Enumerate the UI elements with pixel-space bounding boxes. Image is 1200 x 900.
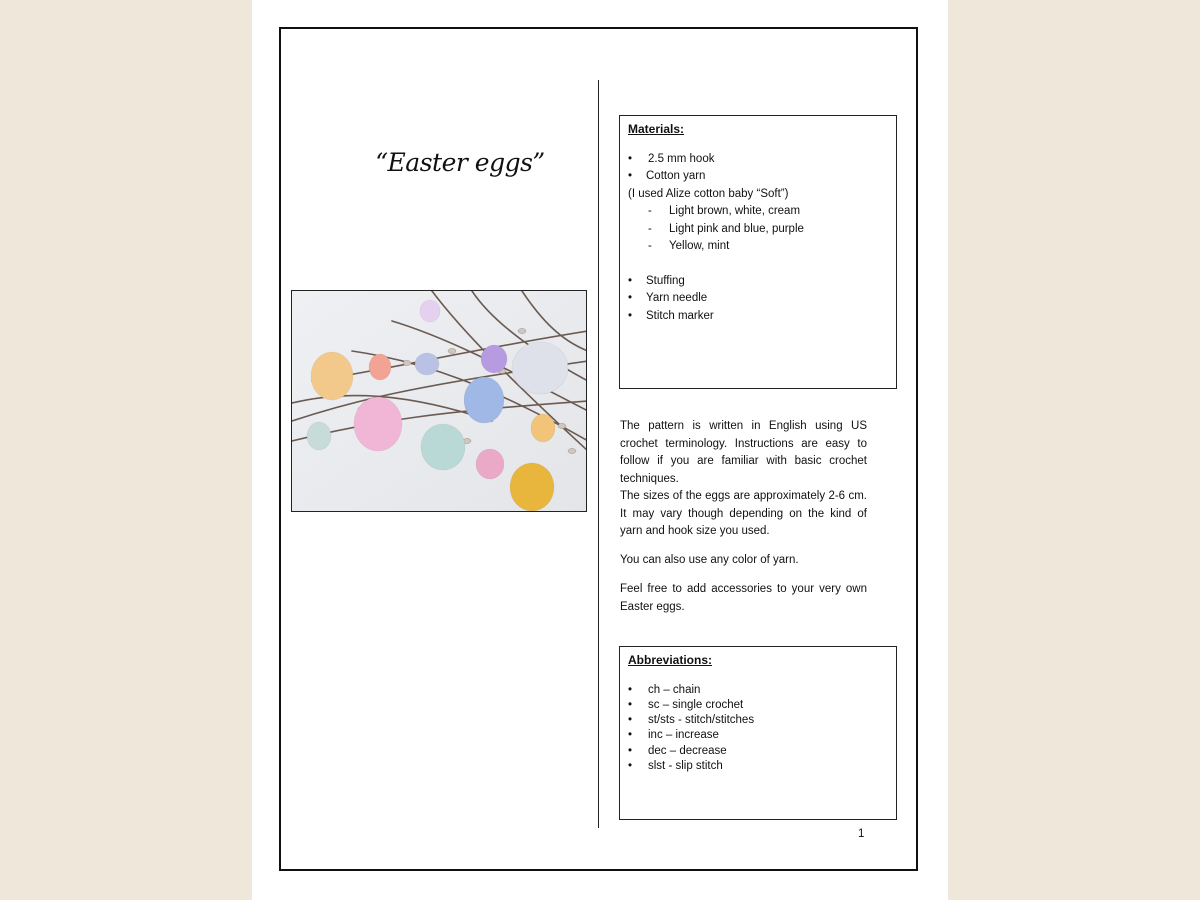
materials-note: (I used Alize cotton baby “Soft”) <box>628 187 789 200</box>
abbreviation-item: st/sts - stitch/stitches <box>648 714 755 727</box>
accessories-paragraph: Feel free to add accessories to your very own Easter eggs. <box>620 583 867 613</box>
materials-heading: Materials: <box>628 122 685 136</box>
dash-icon: - <box>648 240 652 252</box>
color-paragraph: You can also use any color of yarn. <box>620 554 799 566</box>
color-item: Light pink and blue, purple <box>669 222 804 235</box>
list-item <box>628 168 888 186</box>
bullet-icon: • <box>628 744 633 757</box>
list-item <box>628 698 888 713</box>
list-item <box>628 273 888 291</box>
bullet-icon: • <box>628 309 633 322</box>
page-number: 1 <box>858 828 865 840</box>
color-item: Light brown, white, cream <box>669 205 801 217</box>
photo-illustration <box>292 291 587 512</box>
easter-eggs-photo <box>291 290 587 512</box>
list-item <box>628 683 888 698</box>
bullet-icon: • <box>628 292 633 304</box>
abbreviation-item: slst - slip stitch <box>648 759 723 772</box>
color-item: Yellow, mint <box>669 240 730 252</box>
page-title: “Easter eggs” <box>375 148 545 177</box>
abbreviations-heading: Abbreviations: <box>628 653 713 667</box>
bullet-icon: • <box>628 759 633 772</box>
dash-icon: - <box>648 205 652 217</box>
materials-item: 2.5 mm hook <box>648 152 715 165</box>
list-item <box>628 290 888 308</box>
list-item <box>628 759 888 774</box>
bullet-icon: • <box>628 729 633 742</box>
bullet-icon: • <box>628 152 633 165</box>
list-item <box>628 308 888 326</box>
list-item <box>628 728 888 743</box>
size-paragraph: The sizes of the eggs are approximately 2-6 cm. It may vary though depending on the kind of yarn and hook size you used. <box>620 490 867 538</box>
list-item <box>628 203 888 221</box>
dash-icon: - <box>648 222 652 235</box>
bullet-icon: • <box>628 698 633 711</box>
list-item <box>628 744 888 759</box>
list-item <box>628 221 888 239</box>
intro-paragraph: The pattern is written in English using US crochet terminology. Instructions are easy to follow if you are familiar with basic crochet techniques. <box>620 420 867 485</box>
abbreviations-box <box>619 646 897 820</box>
bullet-icon: • <box>628 274 633 287</box>
bullet-icon: • <box>628 683 633 696</box>
bullet-icon: • <box>628 170 633 182</box>
materials-item: Cotton yarn <box>646 170 706 182</box>
list-item <box>628 238 888 256</box>
column-divider <box>598 80 599 828</box>
abbreviation-item: dec – decrease <box>648 744 727 757</box>
list-item <box>628 713 888 728</box>
materials-item: Stuffing <box>646 274 685 287</box>
abbreviation-item: sc – single crochet <box>648 698 744 711</box>
abbreviation-item: inc – increase <box>648 729 719 742</box>
abbreviation-item: ch – chain <box>648 683 701 696</box>
materials-item: Stitch marker <box>646 309 714 322</box>
list-item <box>628 151 888 169</box>
materials-box <box>619 115 897 389</box>
bullet-icon: • <box>628 714 633 727</box>
materials-item: Yarn needle <box>646 292 708 304</box>
